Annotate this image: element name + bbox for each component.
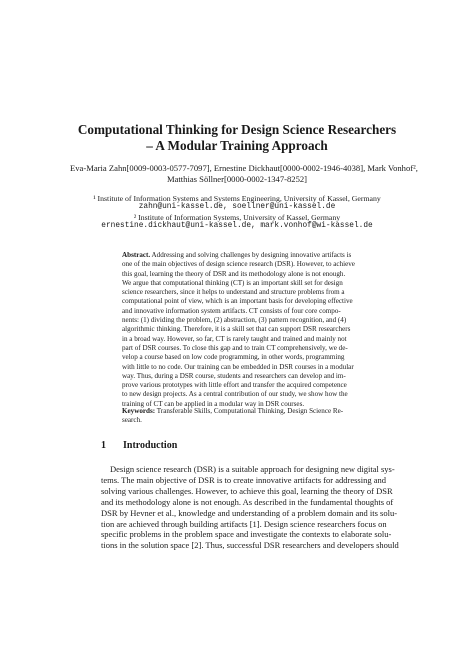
body-line-5: DSR by Hevner et al., knowledge and understanding of a problem domain and its solu-: [101, 507, 398, 518]
abstract-line-1: [122, 251, 350, 260]
section-title: Introduction: [123, 440, 178, 451]
abstract-line-5: science researchers, since it helps to understand and structure problems from a: [122, 288, 345, 297]
keywords-label: Keywords:: [122, 407, 156, 415]
abstract-line-11: part of DSR courses. To close this gap and to train CT comprehensively, we de-: [122, 343, 348, 352]
email-line-2: ernestine.dickhaut@uni-kassel.de, mark.vonhof@wi-kassel.de: [101, 222, 373, 231]
abstract-line-15: prove various prototypes with little effort and transfer the acquired competence: [122, 381, 347, 390]
body-paragraph: [101, 464, 399, 551]
abstract: [122, 251, 355, 409]
abstract-label: Abstract.: [122, 251, 151, 259]
affiliation-2: ² Institute of Information Systems, University of Kassel, Germany: [133, 212, 341, 222]
authors-line-1: Eva-Maria Zahn[0009-0003-0577-7097], Ernestine Dickhaut[0000-0002-1946-4038], Mark Vonhof²,: [70, 163, 418, 173]
body-line-7: specific problems in the problem space and investigate the contexts to elaborate solu-: [101, 529, 392, 540]
affiliations: [60, 194, 414, 232]
body-line-6: tion are achieved through building artifacts [1]. Design science researchers focus on: [101, 518, 387, 529]
section-heading: [101, 440, 177, 452]
abstract-line-2: one of the main objectives of design science research (DSR). However, to achieve: [122, 260, 355, 269]
keywords: [122, 407, 350, 426]
authors-line-2: Matthias Söllner[0000-0002-1347-8252]: [166, 174, 308, 184]
keywords-line-1-text: Transferable Skills, Computational Thinking, Design Science Re-: [155, 407, 344, 415]
body-line-2: tems. The main objective of DSR is to create innovative artifacts for addressing and: [101, 474, 386, 485]
abstract-line-6: computational point of view, which is an important basis for developing effective: [122, 297, 353, 306]
abstract-line-3: this goal, learning the theory of DSR and its methodology alone is not enough.: [122, 269, 346, 278]
affiliation-1: ¹ Institute of Information Systems and Systems Engineering, University of Kassel, Germany: [93, 194, 381, 203]
abstract-line-1-text: Addressing and solving challenges by designing innovative artifacts is: [150, 251, 352, 259]
section-number: 1: [101, 440, 106, 451]
abstract-line-17: training of CT can be applied in a modular way in DSR courses.: [122, 399, 305, 408]
body-line-8: tions in the solution space [2]. Thus, successful DSR researchers and developers should: [101, 540, 399, 551]
abstract-line-7: and innovative information system artifacts. CT consists of four core compo-: [122, 306, 341, 315]
abstract-line-8: nents: (1) dividing the problem, (2) abstraction, (3) pattern recognition, and (4): [122, 316, 347, 325]
title-line-2: – A Modular Training Approach: [146, 138, 328, 153]
body-line-4: and its methodology alone is not enough. As described in the fundamental thoughts of: [101, 496, 394, 507]
abstract-line-13: with little to no code. Our training can be embedded in DSR courses in a modular: [122, 362, 354, 371]
paper-title: [60, 122, 414, 154]
abstract-line-9: algorithmic thinking. Therefore, it is a skill set that can support DSR researchers: [122, 325, 351, 334]
abstract-line-12: velop a course based on low code programming, in other words, programming: [122, 353, 345, 362]
abstract-line-14: way. Thus, during a DSR course, students and researchers can develop and im-: [122, 371, 346, 380]
abstract-line-4: We argue that computational thinking (CT) is an important skill set for design: [122, 278, 343, 287]
abstract-line-16: to new design projects. As a central contribution of our study, we show how the: [122, 390, 348, 399]
abstract-line-10: in a broad way. However, so far, CT is rarely taught and trained and mainly not: [122, 334, 347, 343]
keywords-line-1: [122, 407, 350, 416]
author-list: [70, 163, 418, 185]
email-line-1: zahn@uni-kassel.de, soellner@uni-kassel.de: [138, 203, 336, 212]
body-line-3: solving various challenges. However, to achieve this goal, learning the theory of DSR: [101, 485, 393, 496]
title-line-1: Computational Thinking for Design Science Researchers: [77, 122, 397, 137]
body-line-1: Design science research (DSR) is a suitable approach for designing new digital sys-: [110, 464, 395, 474]
keywords-line-2: search.: [122, 416, 142, 425]
